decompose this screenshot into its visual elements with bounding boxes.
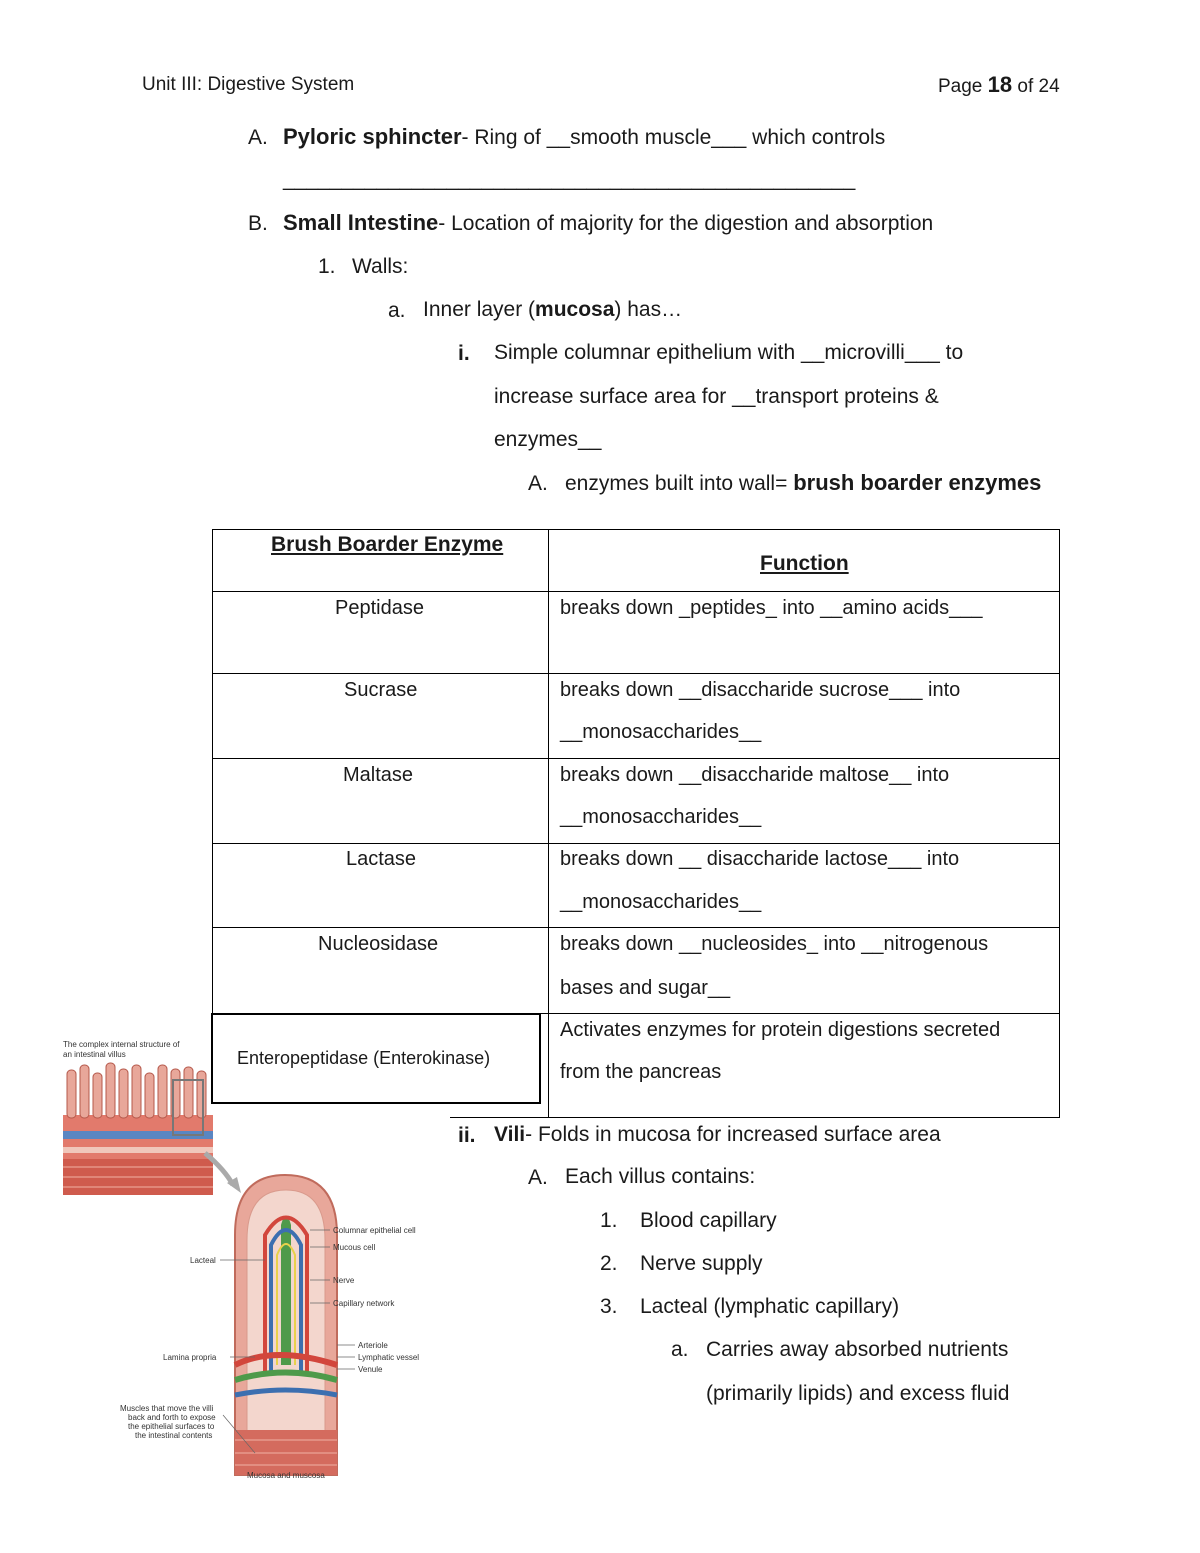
table-rule xyxy=(1059,529,1060,1117)
villus-illustration xyxy=(55,1035,435,1490)
enzyme-peptidase: Peptidase xyxy=(335,597,424,619)
label-columnar-cell: Columnar epithelial cell xyxy=(333,1226,416,1235)
outline-a-blank: _________________________________________________ xyxy=(283,168,856,191)
function-nucleosidase-1: breaks down __nucleosides_ into __nitrogenous xyxy=(560,933,989,955)
villus-item-blood: Blood capillary xyxy=(640,1209,777,1232)
villi-text: - Folds in mucosa for increased surface area xyxy=(525,1123,941,1146)
small-intestine-term: Small Intestine xyxy=(283,210,439,235)
col-header-function: Function xyxy=(760,552,849,575)
lacteal-sub-line-2: (primarily lipids) and excess fluid xyxy=(706,1382,1010,1405)
villi-marker: ii. xyxy=(458,1124,476,1147)
villus-item-lacteal: Lacteal (lymphatic capillary) xyxy=(640,1295,900,1318)
page-prefix: Page xyxy=(938,76,983,97)
villus-item-marker: 3. xyxy=(600,1295,618,1318)
lacteal-vessel xyxy=(281,1216,291,1365)
unit-title: Unit III: Digestive System xyxy=(142,74,355,95)
villus-contains-marker: A. xyxy=(528,1166,548,1189)
label-lacteal: Lacteal xyxy=(190,1256,216,1265)
inner-layer-post: ) has… xyxy=(614,298,683,321)
table-rule xyxy=(212,927,1060,928)
epithelium-line-1: Simple columnar epithelium with __microvilli___ to xyxy=(494,341,964,364)
epithelium-line-3: enzymes__ xyxy=(494,428,602,451)
figure-caption-2: an intestinal villus xyxy=(63,1050,126,1059)
enzyme-nucleosidase: Nucleosidase xyxy=(318,933,439,955)
pyloric-sphincter-text: - Ring of __smooth muscle___ which controls xyxy=(461,126,886,149)
table-rule xyxy=(212,591,1060,592)
lacteal-sub-line-1: Carries away absorbed nutrients xyxy=(706,1338,1009,1361)
function-enteropeptidase-1: Activates enzymes for protein digestions secreted xyxy=(560,1019,1001,1041)
villus-item-marker: 1. xyxy=(600,1209,618,1232)
table-rule xyxy=(212,843,1060,844)
label-lymphatic-vessel: Lymphatic vessel xyxy=(358,1353,420,1362)
villi-term: Vili xyxy=(494,1123,526,1146)
enzymes-marker: A. xyxy=(528,472,548,495)
small-intestine-text: - Location of majority for the digestion and absorption xyxy=(438,212,934,235)
outline-b-marker: B. xyxy=(248,212,268,235)
brush-boarder-term: brush boarder enzymes xyxy=(793,470,1042,495)
mucosa-term: mucosa xyxy=(535,298,615,321)
epithelium-marker: i. xyxy=(458,342,470,365)
pyloric-sphincter-term: Pyloric sphincter xyxy=(283,124,462,149)
villi-block xyxy=(63,1063,241,1195)
figure-caption-1: The complex internal structure of xyxy=(63,1040,180,1049)
inner-layer-marker: a. xyxy=(388,299,406,322)
enzyme-sucrase: Sucrase xyxy=(344,679,418,701)
enzyme-lactase: Lactase xyxy=(346,848,417,870)
walls-marker: 1. xyxy=(318,255,336,278)
inner-layer-line xyxy=(423,298,682,322)
enzymes-line xyxy=(565,470,1041,496)
function-maltase-2: __monosaccharides__ xyxy=(560,806,762,828)
label-muscles-4: the intestinal contents xyxy=(135,1431,213,1440)
page-indicator xyxy=(938,72,1060,98)
label-arteriole: Arteriole xyxy=(358,1341,388,1350)
lacteal-sub-marker: a. xyxy=(671,1338,689,1361)
label-nerve: Nerve xyxy=(333,1276,355,1285)
enlarged-villus xyxy=(235,1175,337,1475)
label-lamina-propria: Lamina propria xyxy=(163,1353,217,1362)
enzyme-enteropeptidase: Enteropeptidase (Enterokinase) xyxy=(237,1048,491,1068)
outline-b-line xyxy=(283,210,933,236)
label-capillary-network: Capillary network xyxy=(333,1299,395,1308)
page-number: 18 xyxy=(987,72,1013,97)
enzyme-maltase: Maltase xyxy=(343,764,414,786)
function-enteropeptidase-2: from the pancreas xyxy=(560,1061,722,1083)
villus-contains-text: Each villus contains: xyxy=(565,1165,756,1188)
table-rule xyxy=(212,673,1060,674)
epithelium-line-2: increase surface area for __transport proteins & xyxy=(494,385,939,408)
label-mucosa: Mucosa and muscosa xyxy=(247,1471,325,1480)
function-nucleosidase-2: bases and sugar__ xyxy=(560,977,731,999)
enzymes-text: enzymes built into wall= xyxy=(565,472,794,495)
page-of: of 24 xyxy=(1017,76,1060,97)
outline-a-marker: A. xyxy=(248,126,268,149)
table-rule xyxy=(212,758,1060,759)
function-lactase-1: breaks down __ disaccharide lactose___ into xyxy=(560,848,960,870)
label-mucous-cell: Mucous cell xyxy=(333,1243,376,1252)
walls-text: Walls: xyxy=(352,255,409,278)
function-sucrase-1: breaks down __disaccharide sucrose___ into xyxy=(560,679,961,701)
table-rule xyxy=(212,529,1060,530)
function-maltase-1: breaks down __disaccharide maltose__ into xyxy=(560,764,950,786)
function-peptidase: breaks down _peptides_ into __amino acids___ xyxy=(560,597,983,619)
label-muscles-1: Muscles that move the villi xyxy=(120,1404,214,1413)
label-muscles-3: the epithelial surfaces to xyxy=(128,1422,215,1431)
villus-item-nerve: Nerve supply xyxy=(640,1252,763,1275)
function-lactase-2: __monosaccharides__ xyxy=(560,891,762,913)
label-venule: Venule xyxy=(358,1365,383,1374)
table-rule xyxy=(548,529,549,1117)
inner-layer-pre: Inner layer ( xyxy=(423,298,536,321)
col-header-enzyme: Brush Boarder Enzyme xyxy=(271,533,504,556)
villus-item-marker: 2. xyxy=(600,1252,618,1275)
function-sucrase-2: __monosaccharides__ xyxy=(560,721,762,743)
table-rule xyxy=(450,1117,1060,1118)
outline-a-line xyxy=(283,124,885,150)
villi-line xyxy=(494,1123,941,1147)
label-muscles-2: back and forth to expose xyxy=(128,1413,216,1422)
table-rule xyxy=(212,529,213,1013)
